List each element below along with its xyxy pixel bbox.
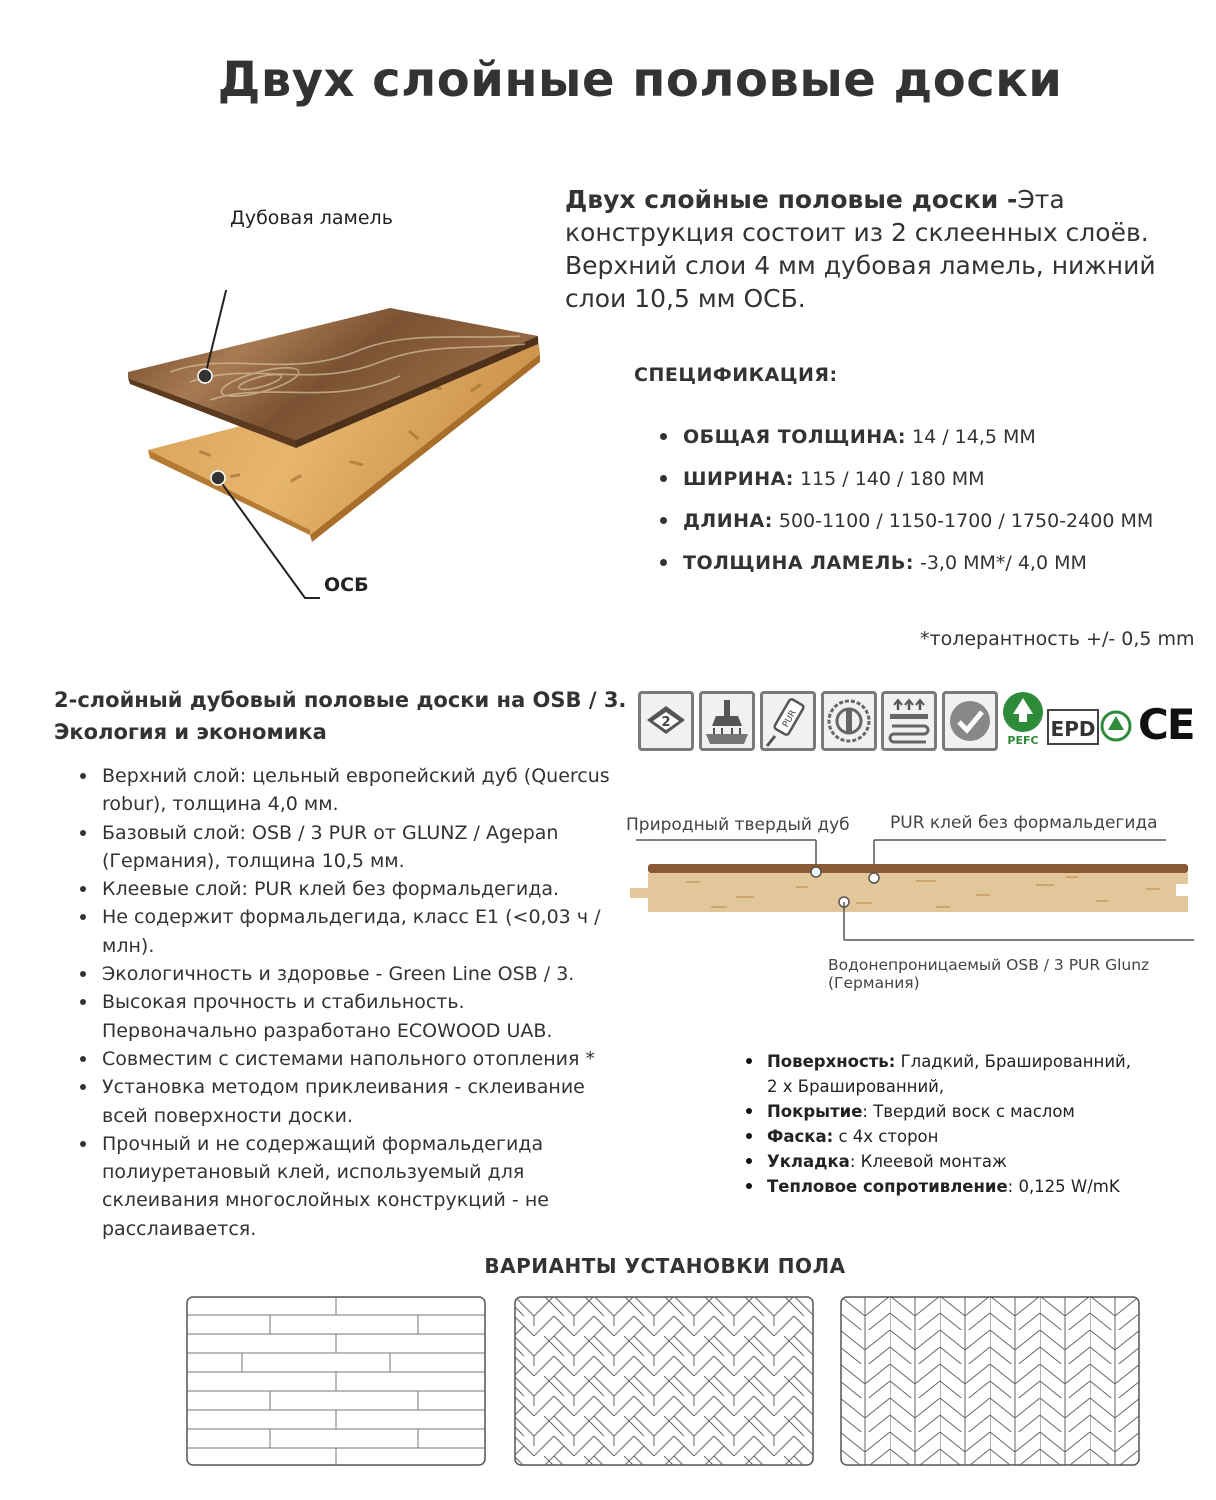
oak-board-label: Природный твердый дуб: [626, 815, 850, 835]
circular-saw-icon: [821, 691, 877, 751]
properties-list: [746, 1049, 1146, 1199]
oak-marker: [198, 369, 212, 383]
intro-paragraph: [565, 183, 1215, 315]
spec-value: 14 / 14,5 ММ: [905, 426, 1036, 448]
page-title: Двух слойные половые доски: [217, 52, 1063, 108]
spec-value: 115 / 140 / 180 ММ: [793, 468, 985, 490]
board-cross-section: [626, 836, 1196, 948]
property-value: : Клеевой монтаж: [849, 1152, 1007, 1171]
property-value: Гладкий, Брашированний, 2 х Брашированний,: [767, 1052, 1132, 1096]
property-label: Поверхность:: [767, 1052, 896, 1071]
spec-item: [660, 425, 1216, 467]
spec-item: [660, 467, 1216, 509]
board-osb-core: [630, 873, 1188, 912]
pur-glue-icon: [760, 691, 816, 751]
spec-label: ОБЩАЯ ТОЛЩИНА:: [683, 426, 906, 448]
chevron-pattern: [840, 1296, 1140, 1466]
pefc-text: PEFC: [1007, 734, 1039, 747]
spec-label: ТОЛЩИНА ЛАМЕЛЬ:: [683, 552, 914, 574]
property-item: [746, 1049, 1146, 1099]
ce-mark: CE: [1138, 700, 1194, 749]
oak-marker: [811, 867, 821, 877]
osb-label: ОСБ: [324, 574, 369, 596]
eco-item: Установка методом приклеивания - склеивание всей поверхности доски.: [78, 1073, 623, 1130]
spec-label: ШИРИНА:: [683, 468, 794, 490]
oak-lamella-label: Дубовая ламель: [230, 207, 393, 229]
layer-diagram: [110, 290, 560, 620]
glue-board-label: PUR клей без формальдегида: [890, 813, 1158, 833]
spec-value: 500-1100 / 1150-1700 / 1750-2400 ММ: [772, 510, 1154, 532]
spec-label: ДЛИНА:: [683, 510, 773, 532]
property-label: Покрытие: [767, 1102, 863, 1121]
spec-item: [660, 509, 1216, 551]
variants-title: ВАРИАНТЫ УСТАНОВКИ ПОЛА: [484, 1254, 846, 1278]
specification-title: СПЕЦИФИКАЦИЯ:: [634, 364, 838, 386]
layers-icon: [638, 691, 694, 751]
tolerance-note: *толерантность +/- 0,5 mm: [920, 628, 1195, 650]
herringbone-pattern: [514, 1296, 814, 1466]
property-label: Укладка: [767, 1152, 850, 1171]
glue-marker: [869, 873, 879, 883]
eco-item: Базовый слой: OSB / 3 PUR от GLUNZ / Agepan (Германия), толщина 10,5 мм.: [78, 819, 623, 876]
eco-item: Клеевые слой: PUR клей без формальдегида.: [78, 875, 623, 903]
property-item: [746, 1099, 1146, 1124]
eco-item: Не содержит формальдегида, класс E1 (<0,03 ч / млн).: [78, 903, 623, 960]
property-item: [746, 1124, 1146, 1149]
property-value: : Твердий воск с маслом: [862, 1102, 1075, 1121]
eco-heading-line1: 2-слойный дубовый половые доски на OSB / 3.: [54, 688, 627, 712]
check-icon: [942, 691, 998, 751]
pefc-logo: [1000, 688, 1046, 754]
property-item: [746, 1149, 1146, 1174]
intro-bold-lead: Двух слойные половые доски -: [565, 185, 1018, 214]
intro-text: Эта конструкция состоит из 2 склеенных слоёв. Верхний слои 4 мм дубовая ламель, нижний слои 10,5 мм ОСБ.: [565, 185, 1156, 313]
spec-value: -3,0 ММ*/ 4,0 ММ: [913, 552, 1087, 574]
epd-logo: [1046, 700, 1136, 756]
osb-marker: [211, 471, 225, 485]
eco-item: Экологичность и здоровье - Green Line OSB / 3.: [78, 960, 623, 988]
eco-item: Высокая прочность и стабильность. Первоначально разработано ECOWOOD UAB.: [78, 988, 623, 1045]
epd-text: EPD: [1050, 717, 1096, 741]
eco-item: Верхний слой: цельный европейский дуб (Quercus robur), толщина 4,0 мм.: [78, 762, 623, 819]
property-value: с 4х сторон: [833, 1127, 939, 1146]
plank-pattern: [186, 1296, 486, 1466]
property-value: : 0,125 W/mK: [1007, 1177, 1120, 1196]
eco-item: Прочный и не содержащий формальдегида полиуретановый клей, используемый для склеивания многослойных конструкций - не расслаивается.: [78, 1130, 623, 1243]
property-label: Тепловое сопротивление: [767, 1177, 1008, 1196]
eco-item: Совместим с системами напольного отопления *: [78, 1045, 623, 1073]
property-label: Фаска:: [767, 1127, 834, 1146]
property-item: [746, 1174, 1146, 1199]
pur-text: PUR: [781, 708, 799, 730]
spec-item: [660, 551, 1216, 593]
floor-heating-icon: [881, 691, 937, 751]
layers-number: 2: [661, 715, 671, 730]
osb-board-label: Водонепроницаемый OSB / 3 PUR Glunz (Германия): [828, 956, 1150, 992]
eco-feature-list: [78, 762, 623, 1243]
specification-list: [660, 425, 1216, 593]
eco-heading: [54, 684, 644, 748]
eco-heading-line2: Экология и экономика: [54, 720, 327, 744]
board-oak-top: [648, 864, 1188, 873]
brush-icon: [699, 691, 755, 751]
